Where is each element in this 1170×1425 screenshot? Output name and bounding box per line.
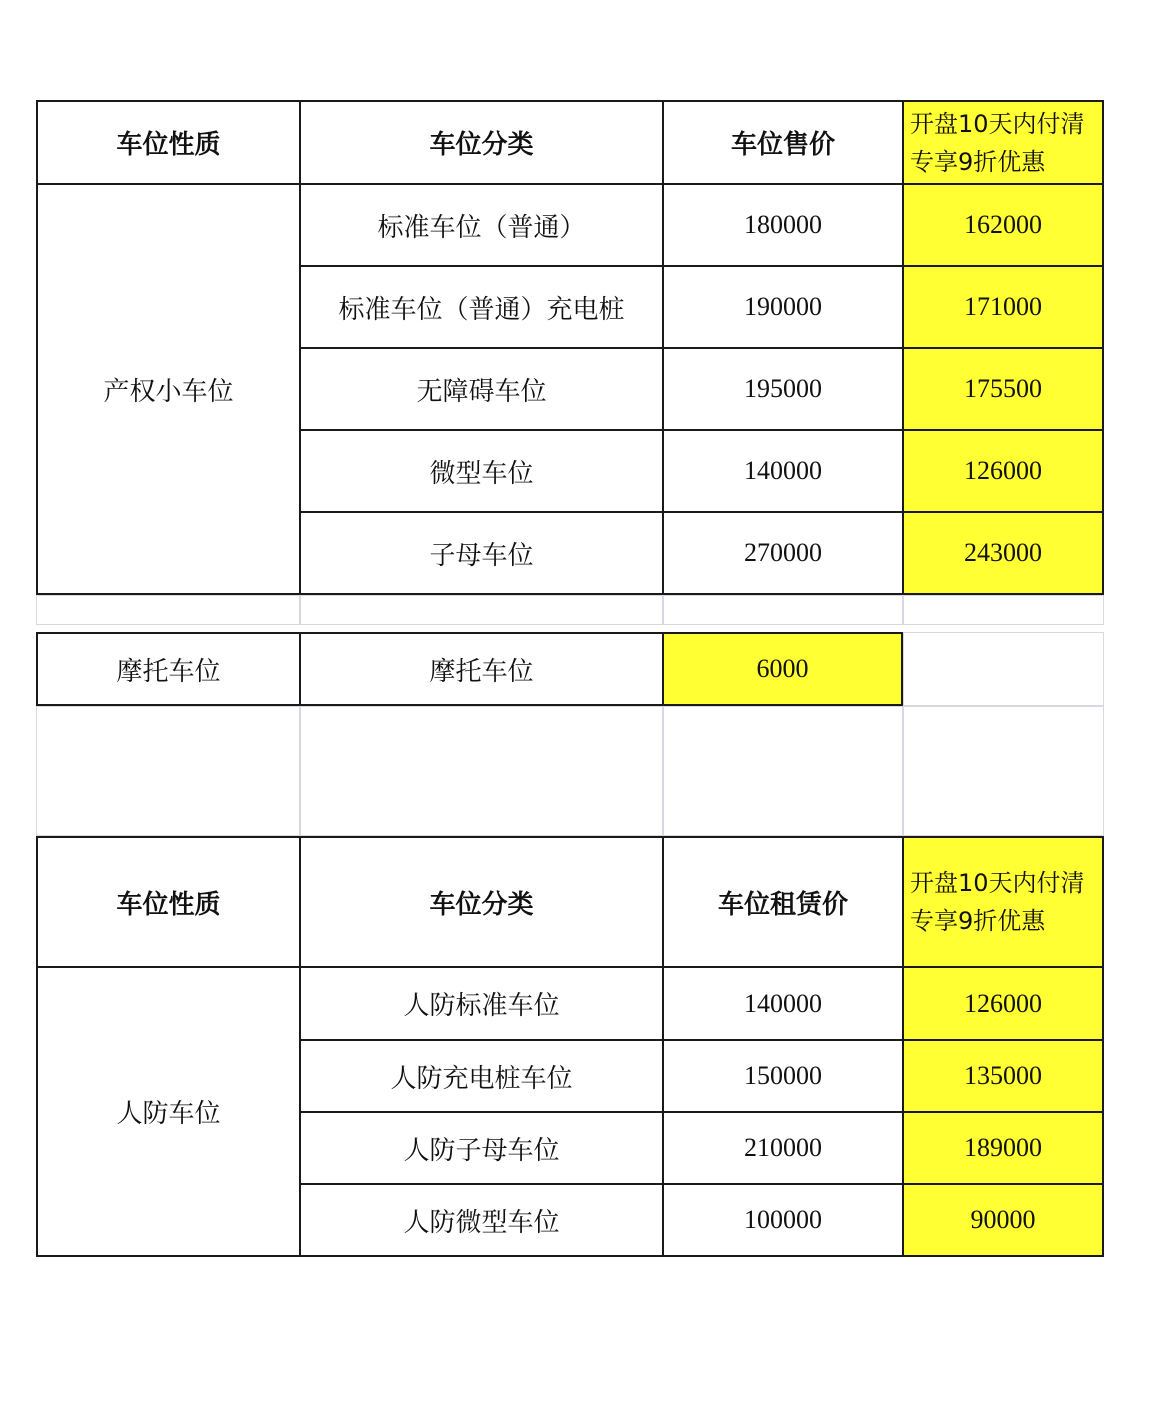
t3-row4-category: 人防微型车位 — [299, 1183, 664, 1257]
t1-header-discount — [902, 100, 1104, 185]
t3-header-nature: 车位性质 — [36, 836, 301, 968]
empty-grid-cell — [300, 706, 663, 836]
t1-header-discount-line2: 专享9折优惠 — [910, 147, 1046, 176]
t1-row2-price: 190000 — [662, 265, 904, 349]
empty-grid-cell — [903, 706, 1104, 836]
empty-grid-cell — [36, 595, 300, 625]
empty-grid-cell — [36, 706, 300, 836]
empty-grid-cell — [663, 706, 903, 836]
t1-header-nature: 车位性质 — [36, 100, 301, 185]
empty-grid-cell — [300, 595, 663, 625]
t3-row1-category: 人防标准车位 — [299, 966, 664, 1041]
t3-row3-price: 210000 — [662, 1111, 904, 1185]
t3-row2-price: 150000 — [662, 1039, 904, 1113]
t2-nature: 摩托车位 — [36, 632, 301, 706]
t1-header-discount-line1: 开盘10天内付清 — [910, 109, 1085, 138]
t1-header-price: 车位售价 — [662, 100, 904, 185]
t3-header-discount-line1: 开盘10天内付清 — [910, 869, 1085, 897]
t1-row3-price: 195000 — [662, 347, 904, 431]
t3-header-discount-line2: 专享9折优惠 — [910, 907, 1046, 935]
t3-header-discount — [902, 836, 1104, 968]
t3-row2-category: 人防充电桩车位 — [299, 1039, 664, 1113]
t3-header-price: 车位租赁价 — [662, 836, 904, 968]
t1-row5-price: 270000 — [662, 511, 904, 595]
t3-group-cell: 人防车位 — [36, 966, 301, 1257]
t2-category: 摩托车位 — [299, 632, 664, 706]
t1-row4-price: 140000 — [662, 429, 904, 513]
t3-row1-price: 140000 — [662, 966, 904, 1041]
t1-row1-category: 标准车位（普通） — [299, 183, 664, 267]
t3-row4-price: 100000 — [662, 1183, 904, 1257]
t3-header-category: 车位分类 — [299, 836, 664, 968]
t1-row3-discount: 175500 — [902, 347, 1104, 431]
empty-grid-cell — [903, 595, 1104, 625]
t1-row5-discount: 243000 — [902, 511, 1104, 595]
empty-grid-cell — [903, 632, 1104, 706]
t1-row4-discount: 126000 — [902, 429, 1104, 513]
t3-row3-discount: 189000 — [902, 1111, 1104, 1185]
t3-row2-discount: 135000 — [902, 1039, 1104, 1113]
t2-price: 6000 — [662, 632, 903, 706]
t3-row4-discount: 90000 — [902, 1183, 1104, 1257]
empty-grid-cell — [663, 595, 903, 625]
t1-row1-price: 180000 — [662, 183, 904, 267]
t1-row4-category: 微型车位 — [299, 429, 664, 513]
t1-group-cell: 产权小车位 — [36, 183, 301, 595]
t1-row2-discount: 171000 — [902, 265, 1104, 349]
t3-row3-category: 人防子母车位 — [299, 1111, 664, 1185]
t1-row2-category: 标准车位（普通）充电桩 — [299, 265, 664, 349]
t1-row3-category: 无障碍车位 — [299, 347, 664, 431]
t1-header-category: 车位分类 — [299, 100, 664, 185]
t1-row5-category: 子母车位 — [299, 511, 664, 595]
t1-row1-discount: 162000 — [902, 183, 1104, 267]
t3-row1-discount: 126000 — [902, 966, 1104, 1041]
